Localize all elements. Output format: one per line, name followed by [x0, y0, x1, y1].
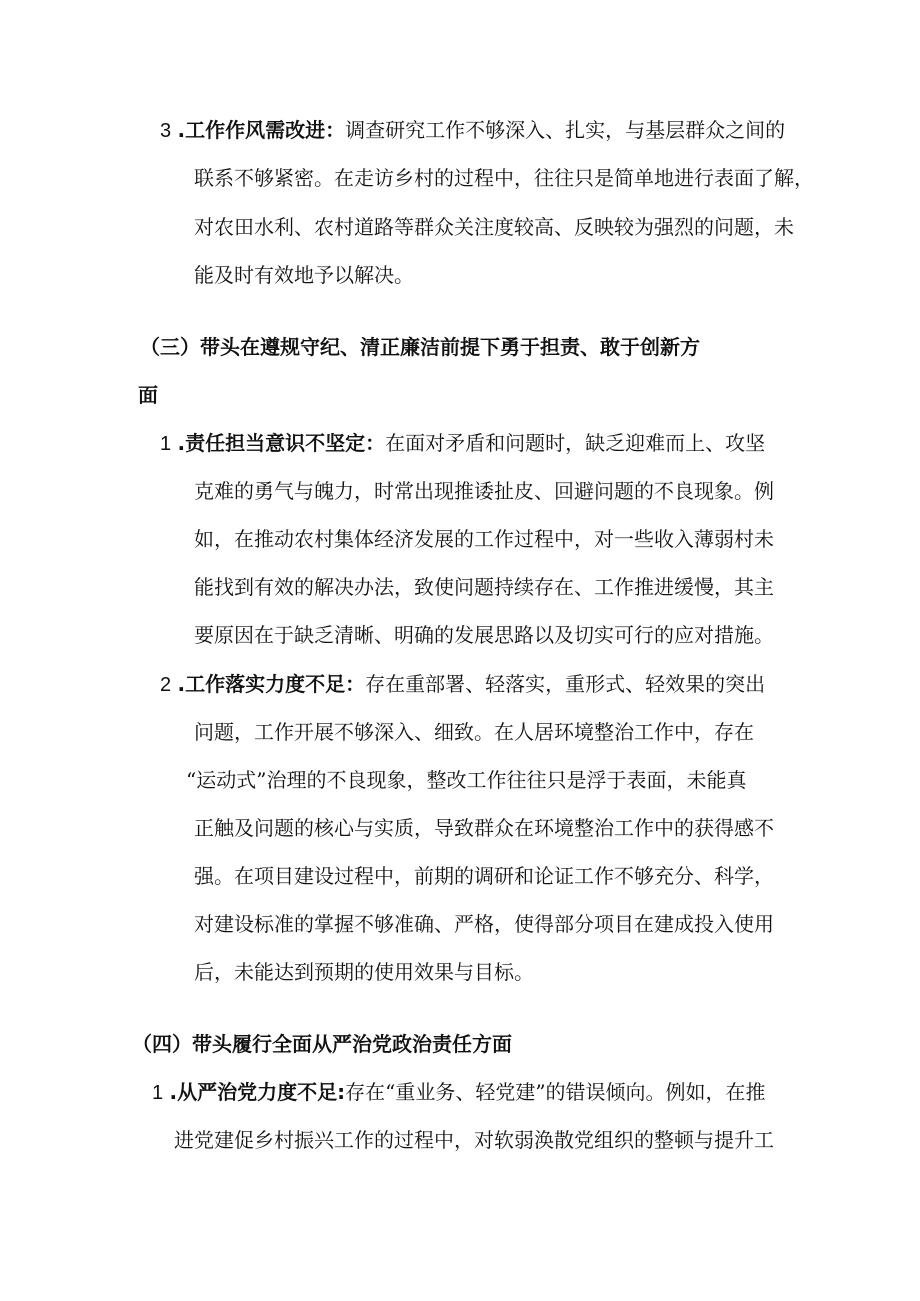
item-3-2-line-6: 对建设标准的掌握不够准确、严格，使得部分项目在建成投入使用 — [194, 912, 774, 936]
item-4-1-text: 存在“重业务、轻党建”的错误倾向。例如，在推 — [345, 1080, 766, 1104]
item-3-2-line-2: 问题，工作开展不够深入、细致。在人居环境整治工作中，存在 — [194, 720, 754, 744]
item-3-2-line-7: 后，未能达到预期的使用效果与目标。 — [194, 960, 534, 984]
item-3-line-2: 联系不够紧密。在走访乡村的过程中，往往只是简单地进行表面了解， — [194, 166, 814, 190]
item-3-2-number: 2 — [160, 674, 172, 696]
item-3-number: 3 — [160, 120, 172, 142]
item-3-1-number: 1 — [160, 433, 172, 455]
item-4-1-title: .从严治党力度不足: — [169, 1080, 346, 1104]
section-4-heading: （四）带头履行全面从严治党政治责任方面 — [132, 1032, 512, 1056]
item-3-1-line-2: 克难的勇气与魄力，时常出现推诿扯皮、回避问题的不良现象。例 — [194, 479, 774, 503]
item-3-1-line-5: 要原因在于缺乏清晰、明确的发展思路以及切实可行的应对措施。 — [194, 623, 774, 647]
item-3-2-line-5: 强。在项目建设过程中，前期的调研和论证工作不够充分、科学， — [194, 864, 774, 888]
item-4-1-number: 1 — [152, 1082, 164, 1104]
item-3-line-1 — [160, 116, 785, 145]
item-3-1-line-1 — [160, 429, 765, 458]
item-3-2-text: 存在重部署、轻落实，重形式、轻效果的突出 — [365, 672, 766, 696]
item-3-1-line-4: 能找到有效的解决办法，致使问题持续存在、工作推进缓慢，其主 — [194, 575, 774, 599]
item-3-line-3: 对农田水利、农村道路等群众关注度较高、反映较为强烈的问题，未 — [194, 215, 794, 239]
item-3-title: .工作作风需改进： — [177, 118, 346, 142]
item-3-line-4: 能及时有效地予以解决。 — [194, 263, 414, 287]
item-4-1-line-2: 进党建促乡村振兴工作的过程中，对软弱涣散党组织的整顿与提升工 — [174, 1128, 774, 1152]
item-3-2-line-3: “运动式”治理的不良现象，整改工作往往只是浮于表面，未能真 — [186, 768, 747, 792]
item-3-text: 调查研究工作不够深入、扎实，与基层群众之间的 — [345, 118, 786, 142]
section-3-heading: （三）带头在遵规守纪、清正廉洁前提下勇于担责、敢于创新方 — [140, 335, 700, 359]
item-3-2-line-4: 正触及问题的核心与实质，导致群众在环境整治工作中的获得感不 — [194, 816, 774, 840]
item-3-1-line-3: 如，在推动农村集体经济发展的工作过程中，对一些收入薄弱村未 — [194, 527, 774, 551]
item-3-2-title: .工作落实力度不足： — [177, 672, 366, 696]
item-3-1-text: 在面对矛盾和问题时，缺乏迎难而上、攻坚 — [385, 431, 766, 455]
section-3-heading-cont: 面 — [138, 383, 158, 407]
item-4-1-line-1 — [152, 1078, 766, 1107]
item-3-1-title: .责任担当意识不坚定： — [177, 431, 386, 455]
item-3-2-line-1 — [160, 670, 765, 699]
